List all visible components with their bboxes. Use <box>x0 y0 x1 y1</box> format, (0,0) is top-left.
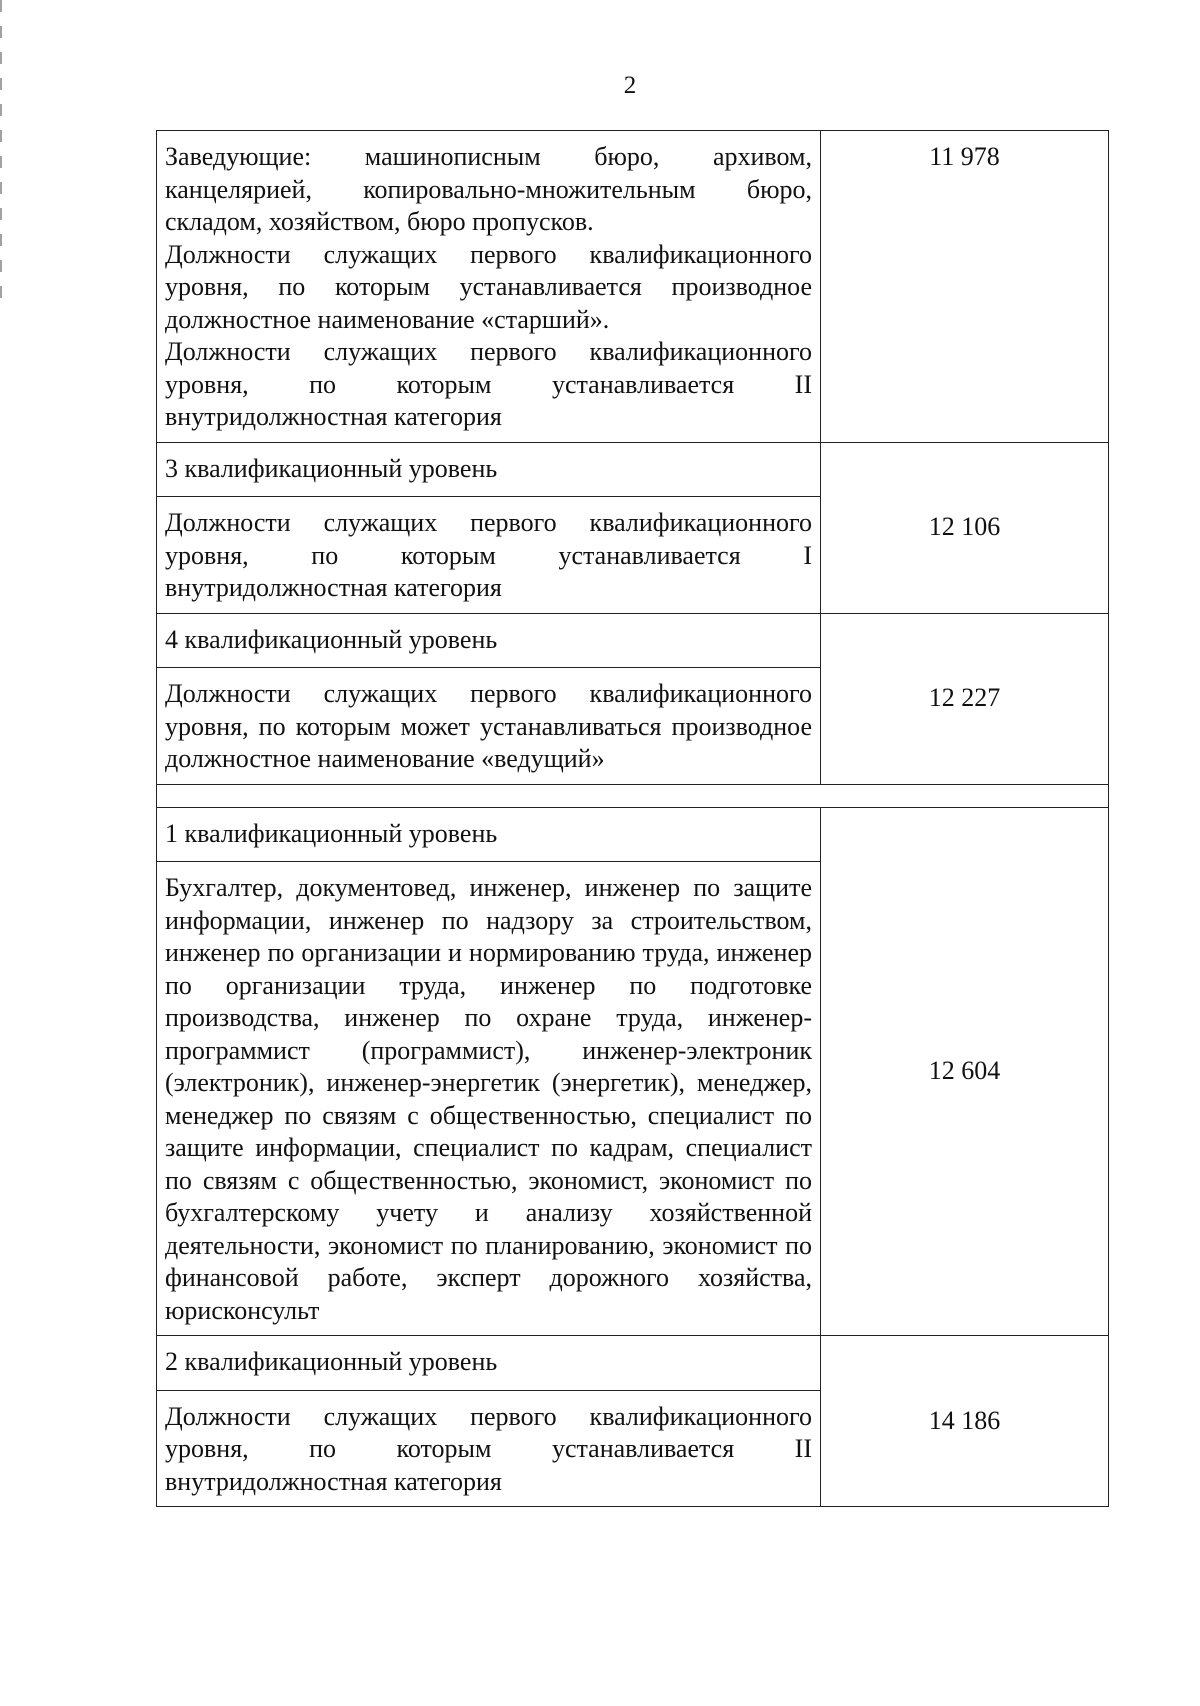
salary-value: 14 186 <box>821 1336 1109 1507</box>
table-row <box>157 1336 1109 1391</box>
description-paragraph: Заведующие: машинописным бюро, архивом, канцелярией, копировально-множительным бюро, складом, хозяйством, бюро пропусков. <box>165 142 812 236</box>
table-row <box>157 613 1109 668</box>
position-description: Бухгалтер, документовед, инженер, инженер по защите информации, инженер по надзору за строительством, инженер по организации и нормированию труда, инженер по организации труда, инженер по подготовке производства, инженер по охране труда, инженер-программист (программист), инженер-электроник (электроник), инженер-энергетик (энергетик), менеджер, менеджер по связям с общественностью, специалист по защите информации, специалист по кадрам, специалист по связям с общественностью, экономист, экономист по бухгалтерскому учету и анализу хозяйственной деятельности, экономист по планированию, экономист по финансовой работе, эксперт дорожного хозяйства, юрисконсульт <box>157 862 821 1336</box>
salary-value: 12 227 <box>821 613 1109 784</box>
position-description <box>157 131 821 443</box>
qualification-level-label: 3 квалификационный уровень <box>157 442 821 497</box>
table-row <box>157 442 1109 497</box>
salary-value: 12 106 <box>821 442 1109 613</box>
page-number: 2 <box>623 72 637 99</box>
table-row <box>157 131 1109 443</box>
table-row <box>157 807 1109 862</box>
salary-table <box>156 130 1109 1507</box>
description-paragraph: Должности служащих первого квалификационного уровня, по которым устанавливается II внутридолжностная категория <box>165 337 812 431</box>
group-heading <box>157 784 1109 807</box>
salary-value: 12 604 <box>821 807 1109 1336</box>
table-row <box>157 784 1109 807</box>
position-description: Должности служащих первого квалификационного уровня, по которым может устанавливаться производное должностное наименование «ведущий» <box>157 668 821 785</box>
description-paragraph: Должности служащих первого квалификационного уровня, по которым устанавливается производное должностное наименование «старший». <box>165 239 812 334</box>
position-description: Должности служащих первого квалификационного уровня, по которым устанавливается I внутридолжностная категория <box>157 497 821 614</box>
qualification-level-label: 4 квалификационный уровень <box>157 613 821 668</box>
salary-value: 11 978 <box>821 131 1109 443</box>
qualification-level-label: 2 квалификационный уровень <box>157 1336 821 1391</box>
scan-edge-mark <box>0 0 2 300</box>
position-description: Должности служащих первого квалификационного уровня, по которым устанавливается II внутридолжностная категория <box>157 1390 821 1507</box>
qualification-level-label: 1 квалификационный уровень <box>157 807 821 862</box>
